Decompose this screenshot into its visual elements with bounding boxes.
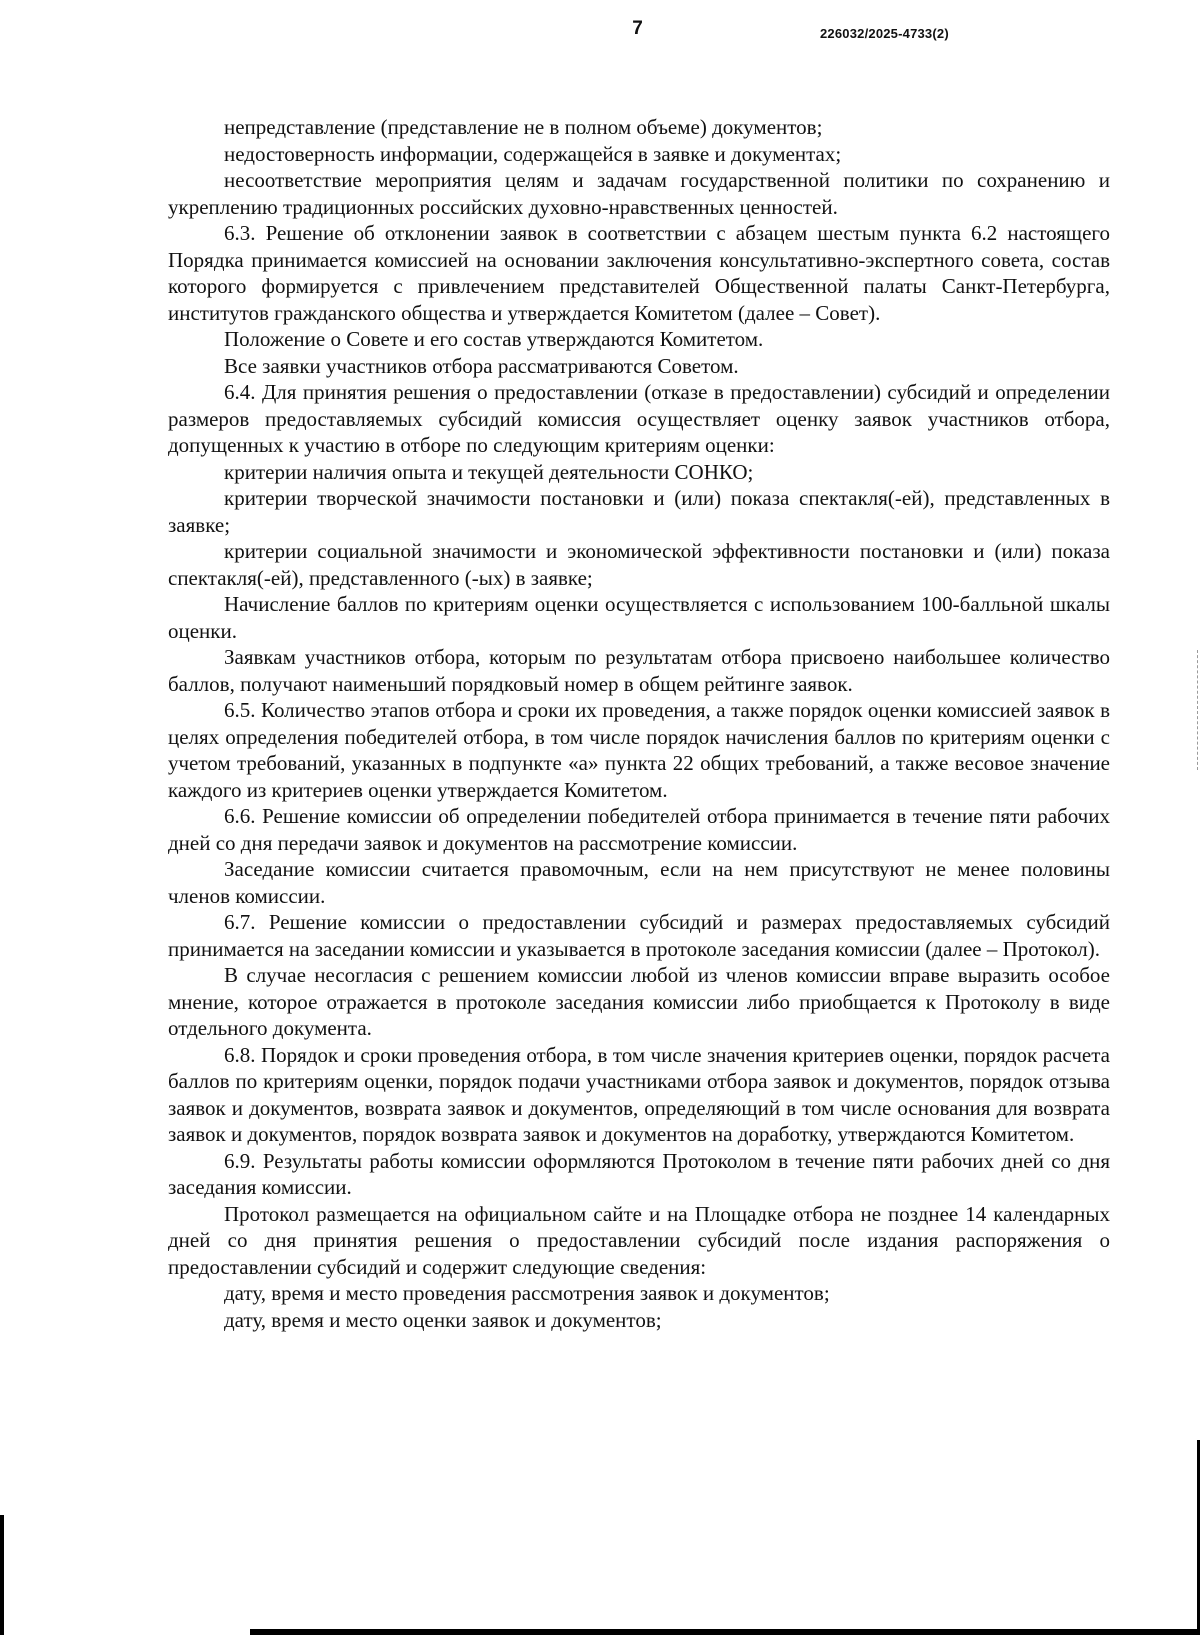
paragraph: несоответствие мероприятия целям и задачам государственной политики по сохранению и укреплению традиционных российских духовно-нравственных ценностей. <box>168 168 1110 219</box>
paragraph: Заседание комиссии считается правомочным, если на нем присутствуют не менее половины членов комиссии. <box>168 857 1110 908</box>
paragraph: критерии творческой значимости постановки и (или) показа спектакля(-ей), представленных в заявке; <box>168 486 1110 537</box>
document-id: 226032/2025-4733(2) <box>820 26 949 41</box>
document-body <box>168 114 1110 1333</box>
paragraph: 6.5. Количество этапов отбора и сроки их проведения, а также порядок оценки комиссией заявок в целях определения победителей отбора, в том числе порядок начисления баллов по критериям оценки с учетом требований, указанных в подпункте «а» пункта 22 общих требований, а также весовое значение каждого из критериев оценки утверждается Комитетом. <box>168 698 1110 802</box>
paragraph: недостоверность информации, содержащейся в заявке и документах; <box>224 141 842 166</box>
paragraph: непредставление (представление не в полном объеме) документов; <box>224 115 823 139</box>
paragraph: 6.4. Для принятия решения о предоставлении (отказе в предоставлении) субсидий и определении размеров предоставляемых субсидий комиссия осуществляет оценку заявок участников отбора, допущенных к участию в отборе по следующим критериям оценки: <box>168 380 1110 457</box>
paragraph: 6.6. Решение комиссии об определении победителей отбора принимается в течение пяти рабочих дней со дня передачи заявок и документов на рассмотрение комиссии. <box>168 804 1110 855</box>
paragraph: критерии социальной значимости и экономической эффективности постановки и (или) показа спектакля(-ей), представленного (-ых) в заявке; <box>168 539 1110 590</box>
page-number: 7 <box>632 18 643 39</box>
paragraph: Заявкам участников отбора, которым по результатам отбора присвоено наибольшее количество баллов, получают наименьший порядковый номер в общем рейтинге заявок. <box>168 645 1110 696</box>
paragraph: 6.3. Решение об отклонении заявок в соответствии с абзацем шестым пункта 6.2 настоящего Порядка принимается комиссией на основании заключения консультативно-экспертного совета, состав которого формируется с привлечением представителей Общественной палаты Санкт-Петербурга, институтов гражданского общества и утверждается Комитетом (далее – Совет). <box>168 221 1110 325</box>
paragraph: В случае несогласия с решением комиссии любой из членов комиссии вправе выразить особое мнение, которое отражается в протоколе заседания комиссии либо приобщается к Протоколу в виде отдельного документа. <box>168 963 1110 1040</box>
paragraph: дату, время и место оценки заявок и документов; <box>224 1307 662 1332</box>
paragraph: Начисление баллов по критериям оценки осуществляется с использованием 100-балльной шкалы оценки. <box>168 592 1110 643</box>
scan-artifact-dots <box>1196 650 1198 770</box>
paragraph: Протокол размещается на официальном сайте и на Площадке отбора не позднее 14 календарных дней со дня принятия решения о предоставлении субсидий после издания распоряжения о предоставлении субсидий и содержит следующие сведения: <box>168 1201 1110 1279</box>
scan-edge-bottom <box>250 1629 1200 1635</box>
paragraph: 6.8. Порядок и сроки проведения отбора, в том числе значения критериев оценки, порядок расчета баллов по критериям оценки, порядок подачи участниками отбора заявок и документов, порядок отзыва заявок и документов, возврата заявок и документов, определяющий в том числе основания для возврата заявок и документов, порядок возврата заявок и документов на доработку, утверждаются Комитетом. <box>168 1042 1110 1146</box>
paragraph: Положение о Совете и его состав утверждаются Комитетом. <box>224 327 764 351</box>
scan-edge-left <box>0 1515 4 1635</box>
paragraph: дату, время и место проведения рассмотрения заявок и документов; <box>224 1281 830 1305</box>
paragraph: критерии наличия опыта и текущей деятельности СОНКО; <box>224 459 754 484</box>
paragraph: 6.7. Решение комиссии о предоставлении субсидий и размерах предоставляемых субсидий принимается на заседании комиссии и указывается в протоколе заседания комиссии (далее – Протокол). <box>168 910 1110 961</box>
paragraph: Все заявки участников отбора рассматриваются Советом. <box>224 353 739 378</box>
paragraph: 6.9. Результаты работы комиссии оформляются Протоколом в течение пяти рабочих дней со дня заседания комиссии. <box>168 1148 1110 1199</box>
